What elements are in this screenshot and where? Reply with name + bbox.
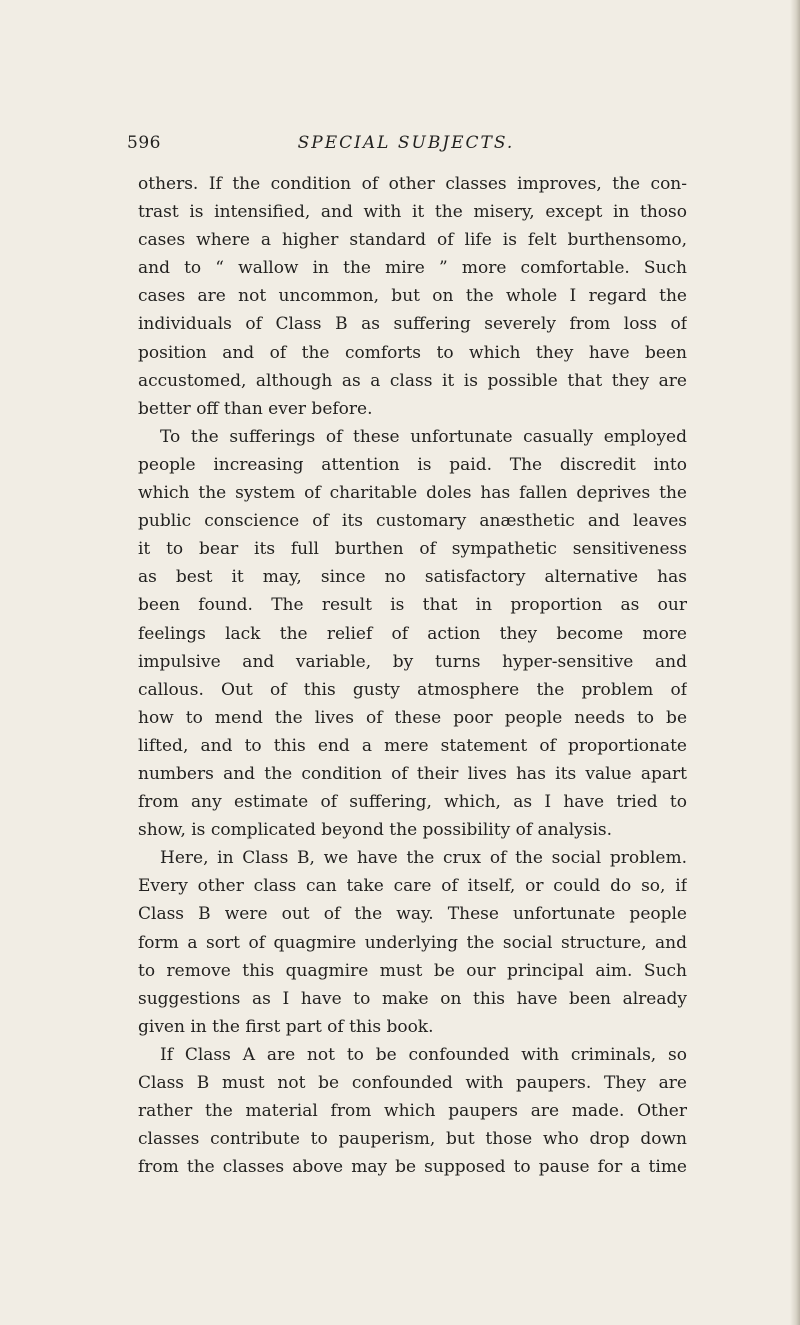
text-line: been found. The result is that in proportion as our [138, 595, 687, 616]
text-line: Class B must not be confounded with paupers. They are [138, 1073, 687, 1093]
text-line: people increasing attention is paid. The discredit into [138, 454, 687, 475]
text-line: feelings lack the relief of action they become more [138, 623, 687, 644]
text-line: classes contribute to pauperism, but those who drop down [138, 1129, 687, 1150]
text-line: lifted, and to this end a mere statement of proportionate [138, 735, 687, 756]
body-text [138, 170, 687, 1181]
page-number: 596 [127, 133, 161, 153]
text-line: Class B were out of the way. These unfortunate people [138, 904, 687, 925]
text-line: from the classes above may be supposed to pause for a time [138, 1157, 687, 1178]
text-line: given in the first part of this book. [138, 1016, 434, 1037]
text-line: accustomed, although as a class it is possible that they are [138, 370, 687, 391]
page-edge [790, 0, 800, 1325]
page-header [127, 133, 685, 159]
text-line: cases where a higher standard of life is felt burthensomo, [138, 230, 687, 251]
text-line: impulsive and variable, by turns hyper-sensitive and [138, 651, 687, 672]
text-line: rather the material from which paupers are made. Other [138, 1101, 687, 1122]
text-line: numbers and the condition of their lives has its value apart [138, 763, 687, 784]
text-line: show, is complicated beyond the possibility of analysis. [138, 820, 613, 841]
text-line: better off than ever before. [138, 398, 373, 419]
text-line: position and of the comforts to which they have been [138, 342, 687, 363]
text-line: which the system of charitable doles has fallen deprives the [138, 483, 687, 504]
text-line: how to mend the lives of these poor people needs to be [138, 707, 687, 728]
text-line: cases are not uncommon, but on the whole I regard the [138, 286, 687, 307]
text-line: to remove this quagmire must be our principal aim. Such [138, 960, 687, 981]
text-line: from any estimate of suffering, which, as I have tried to [138, 792, 687, 813]
text-line: it to bear its full burthen of sympathetic sensitiveness [138, 539, 687, 560]
text-line: If Class A are not to be confounded with criminals, so [160, 1044, 687, 1065]
text-line: Here, in Class B, we have the crux of the social problem. [160, 848, 687, 869]
text-line: callous. Out of this gusty atmosphere the problem of [138, 679, 687, 700]
text-line: trast is intensified, and with it the misery, except in thoso [138, 202, 687, 223]
running-head: SPECIAL SUBJECTS. [297, 133, 515, 153]
text-line: individuals of Class B as suffering severely from loss of [138, 314, 687, 335]
text-line: form a sort of quagmire underlying the social structure, and [138, 932, 687, 953]
text-line: as best it may, since no satisfactory alternative has [138, 567, 687, 588]
text-line: Every other class can take care of itself, or could do so, if [138, 876, 687, 897]
text-line: and to “ wallow in the mire ” more comfortable. Such [138, 258, 687, 279]
text-line: suggestions as I have to make on this have been already [138, 988, 687, 1009]
text-line: others. If the condition of other classes improves, the con- [138, 174, 687, 194]
text-line: public conscience of its customary anæsthetic and leaves [138, 511, 687, 532]
text-line: To the sufferings of these unfortunate casually employed [160, 426, 687, 447]
